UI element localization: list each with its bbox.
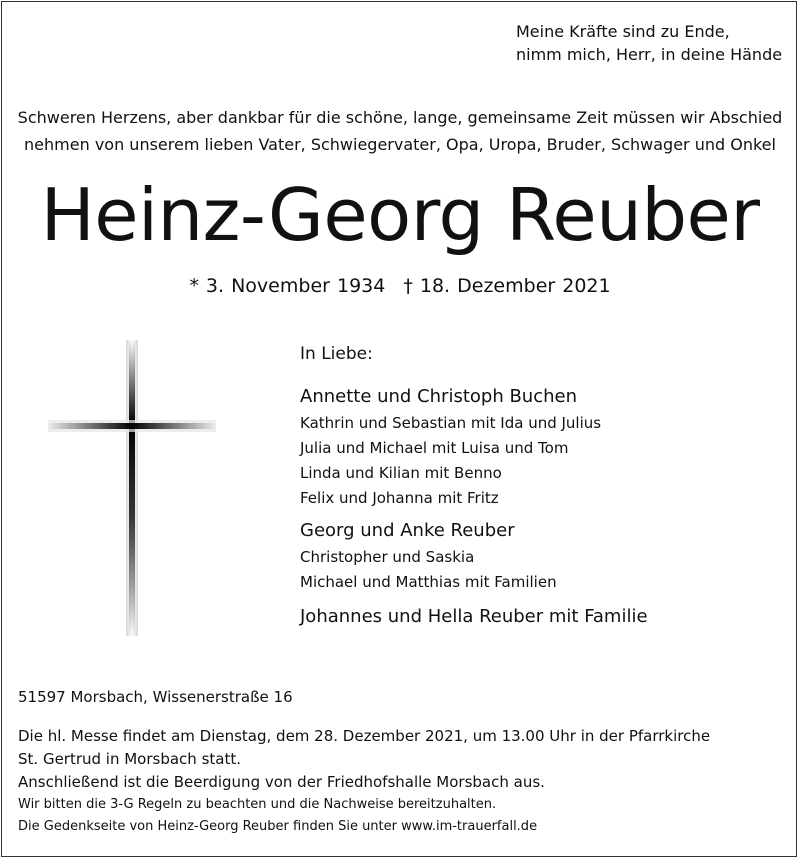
family-group <box>300 517 648 595</box>
family-member: Linda und Kilian mit Benno <box>300 464 502 482</box>
family-member: Felix und Johanna mit Fritz <box>300 489 499 507</box>
mass-info: Die hl. Messe findet am Dienstag, dem 28. Dezember 2021, um 13.00 Uhr in der Pfarrkirche <box>18 727 711 745</box>
family-member: Michael und Matthias mit Familien <box>300 573 557 591</box>
family-member: Kathrin und Sebastian mit Ida und Julius <box>300 414 602 432</box>
mass-info: St. Gertrud in Morsbach statt. <box>18 750 242 768</box>
birth-date: * 3. November 1934 <box>189 275 386 297</box>
family-member: Julia und Michael mit Luisa und Tom <box>300 439 569 457</box>
family-member: Christopher und Saskia <box>300 548 475 566</box>
burial-info: Anschließend ist die Beerdigung von der Friedhofshalle Morsbach aus. <box>18 773 545 791</box>
family-head: Johannes und Hella Reuber mit Familie <box>300 606 648 627</box>
family-group <box>300 603 648 631</box>
motto-line: nimm mich, Herr, in deine Hände <box>516 45 783 64</box>
life-dates <box>0 272 800 300</box>
intro-text <box>0 104 800 158</box>
family-head: Annette und Christoph Buchen <box>300 386 578 407</box>
death-date: † 18. Dezember 2021 <box>403 275 611 297</box>
family-head: Georg und Anke Reuber <box>300 520 515 541</box>
funeral-notes <box>18 725 710 838</box>
covid-rules: Wir bitten die 3-G Regeln zu beachten und die Nachweise bereitzuhalten. <box>18 797 497 812</box>
intro-line: nehmen von unserem lieben Vater, Schwiegervater, Opa, Uropa, Bruder, Schwager und Onkel <box>24 135 776 154</box>
intro-line: Schweren Herzens, aber dankbar für die schöne, lange, gemeinsame Zeit müssen wir Abschied <box>17 108 783 127</box>
deceased-name: Heinz-Georg Reuber <box>40 173 760 257</box>
mourners-block <box>300 341 648 631</box>
memorial-page-info: Die Gedenkseite von Heinz-Georg Reuber finden Sie unter www.im-trauerfall.de <box>18 819 538 834</box>
address: 51597 Morsbach, Wissenerstraße 16 <box>18 688 293 706</box>
cross-icon <box>48 340 216 636</box>
family-group <box>300 383 648 511</box>
mourners-intro: In Liebe: <box>300 344 373 364</box>
motto-verse <box>516 20 782 66</box>
motto-line: Meine Kräfte sind zu Ende, <box>516 22 730 41</box>
